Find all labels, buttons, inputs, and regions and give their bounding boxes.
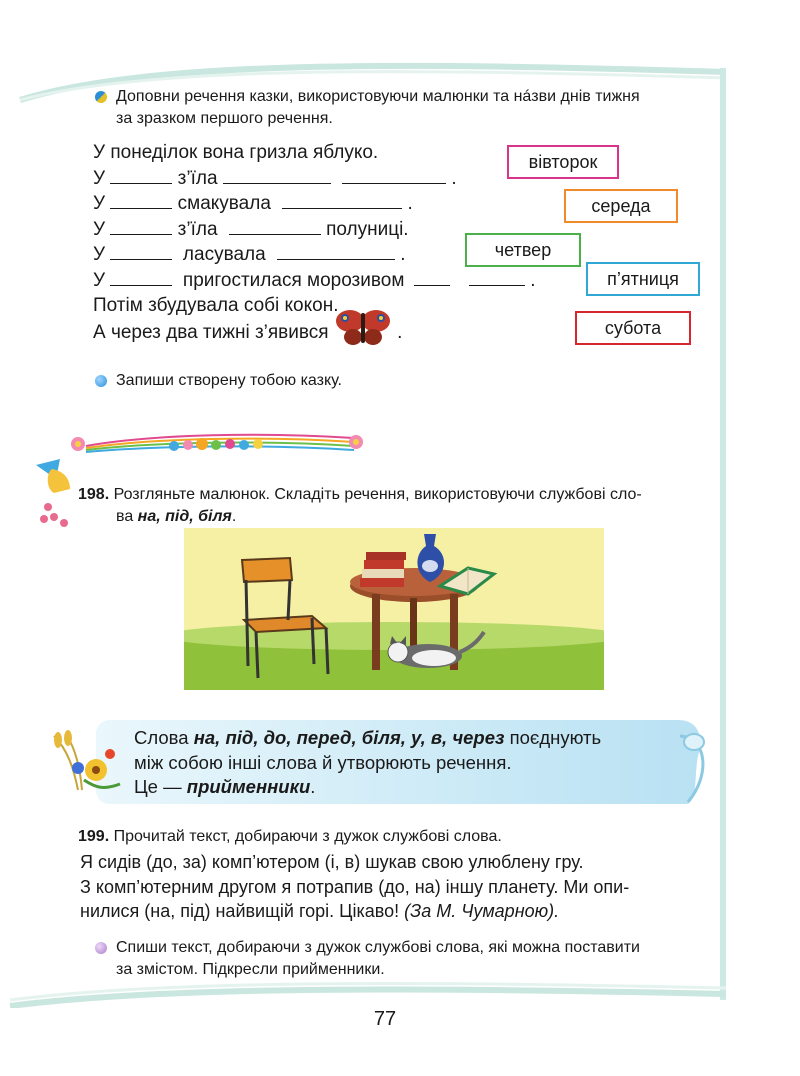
ex198: 198. Розгляньте малюнок. Складіть речення, використовуючи службові сло- ва на, під, біля. bbox=[78, 486, 642, 525]
story-line-7: Потім збудувала собі кокон. bbox=[93, 295, 339, 316]
flower-divider-icon bbox=[64, 428, 374, 458]
ex199-text: Я сидів (до, за) комп’ютером (і, в) шукав свою улюблену гру. З комп’ютерним другом я потрапив (до, на) іншу планету. Ми опи- нилися (на, під) найвищій горі. Цікаво! (За М. Чумарною). bbox=[80, 852, 630, 921]
flowers-icon bbox=[44, 730, 128, 796]
day-box-thursday: четвер bbox=[465, 233, 581, 267]
story-line-8: А через два тижні з’явився . bbox=[93, 319, 536, 345]
day-box-tuesday: вівторок bbox=[507, 145, 619, 179]
answer-blank[interactable] bbox=[277, 243, 395, 260]
answer-blank[interactable] bbox=[414, 269, 450, 286]
bullet-icon bbox=[95, 91, 107, 103]
answer-blank[interactable] bbox=[110, 269, 172, 286]
answer-blank[interactable] bbox=[110, 167, 172, 184]
page-number: 77 bbox=[373, 1008, 397, 1030]
day-box-friday: п’ятниця bbox=[586, 262, 700, 296]
butterfly-icon bbox=[334, 307, 392, 347]
day-box-saturday: субота bbox=[575, 311, 691, 345]
task1-write: Запиши створену тобою казку. bbox=[116, 372, 342, 389]
story-line-3: У смакувала . bbox=[93, 193, 413, 214]
rule-text: Слова на, під, до, перед, біля, у, в, через поєднують між собою інші слова й утворюють речення. Це — прийменники. bbox=[134, 727, 602, 797]
answer-blank[interactable] bbox=[342, 167, 446, 184]
illustration-chair-table-cat bbox=[184, 528, 604, 690]
day-box-wednesday: середа bbox=[564, 189, 678, 223]
answer-blank[interactable] bbox=[223, 167, 331, 184]
bell-icon bbox=[30, 455, 80, 535]
story-line-4: У з’їла полуниці. bbox=[93, 218, 409, 240]
story-line-5: У ласувала . bbox=[93, 244, 406, 265]
ex199-instruction: 199. Прочитай текст, добираючи з дужок службові слова. bbox=[78, 828, 502, 845]
answer-blank[interactable] bbox=[110, 192, 172, 209]
answer-blank[interactable] bbox=[110, 218, 172, 235]
answer-blank[interactable] bbox=[282, 192, 402, 209]
bullet-icon bbox=[95, 375, 107, 387]
exercise-number: 199. bbox=[78, 828, 110, 845]
answer-blank[interactable] bbox=[229, 218, 321, 235]
page-frame-right bbox=[720, 68, 726, 1000]
books-icon bbox=[360, 552, 406, 587]
story-line-6: У пригостилася морозивом . bbox=[93, 269, 536, 291]
story-line-1: У понеділок вона гризла яблуко. bbox=[93, 142, 379, 163]
story-line-2: У з’їла . bbox=[93, 167, 457, 189]
exercise-number: 198. bbox=[78, 486, 110, 503]
task1-instruction bbox=[116, 86, 716, 130]
task1-instruction-line1: Доповни речення казки, використовуючи малюнки та нáзви днів тижня bbox=[116, 88, 640, 105]
answer-blank[interactable] bbox=[110, 243, 172, 260]
bullet-icon bbox=[95, 942, 107, 954]
task1-instruction-line2: за зразком першого речення. bbox=[116, 110, 333, 127]
ex199-task: Спиши текст, добираючи з дужок службові слова, які можна поставити за змістом. Підкресли прийменники. bbox=[116, 939, 640, 978]
answer-blank[interactable] bbox=[469, 269, 525, 286]
